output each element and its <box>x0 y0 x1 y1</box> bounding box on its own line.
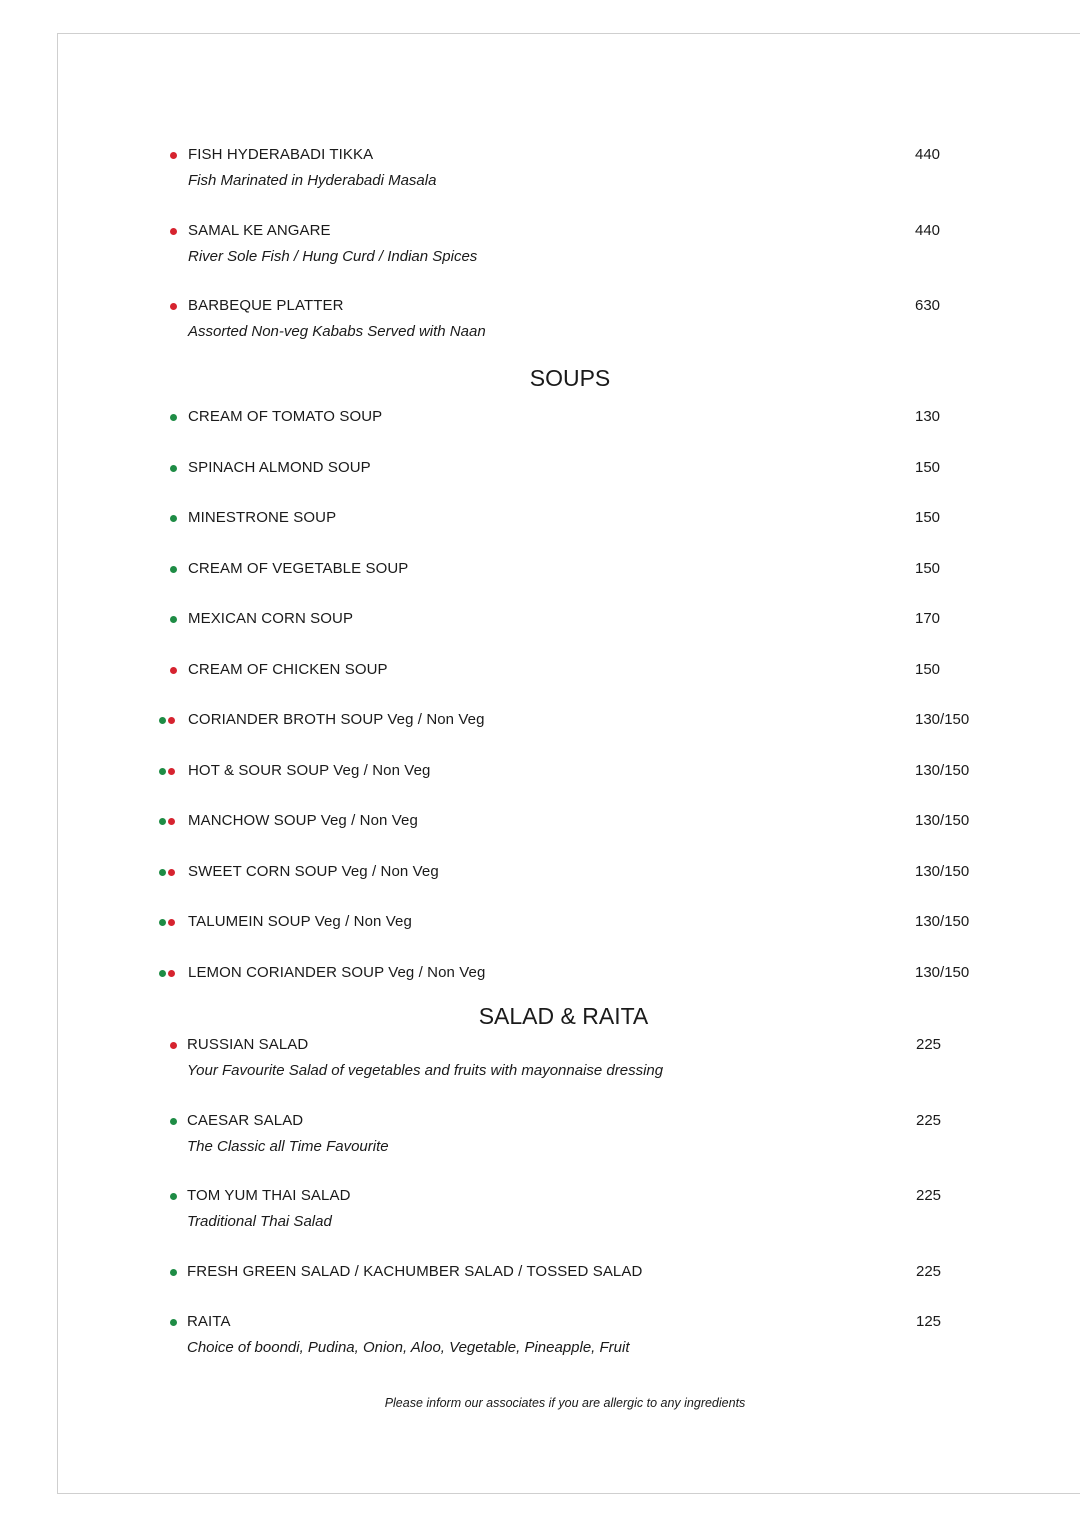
section-title-salad-raita: SALAD & RAITA <box>478 1003 649 1029</box>
diet-indicator-icon <box>170 1312 177 1332</box>
item-price: 150 <box>915 560 941 577</box>
item-price: 150 <box>915 509 941 526</box>
diet-indicator-icon <box>159 710 175 730</box>
menu-item <box>0 1262 1080 1302</box>
item-name: BARBEQUE PLATTER <box>188 297 344 314</box>
item-name: LEMON CORIANDER SOUP Veg / Non Veg <box>188 964 486 981</box>
menu-item <box>0 1186 1080 1230</box>
allergy-notice: Please inform our associates if you are allergic to any ingredients <box>384 1396 746 1410</box>
nonveg-dot-icon <box>168 717 175 724</box>
diet-indicator-icon <box>170 508 177 528</box>
item-description: River Sole Fish / Hung Curd / Indian Spices <box>188 248 478 265</box>
menu-item <box>0 1312 1080 1356</box>
diet-indicator-icon <box>170 458 177 478</box>
item-name: TALUMEIN SOUP Veg / Non Veg <box>188 913 412 930</box>
nonveg-dot-icon <box>168 768 175 775</box>
item-price: 440 <box>915 222 941 239</box>
diet-indicator-icon <box>170 1035 177 1055</box>
item-name: MANCHOW SOUP Veg / Non Veg <box>188 812 418 829</box>
item-price: 225 <box>916 1187 942 1204</box>
menu-item <box>0 296 1080 340</box>
item-price: 225 <box>916 1263 942 1280</box>
item-name: RAITA <box>187 1313 231 1330</box>
menu-item <box>0 1111 1080 1155</box>
item-price: 225 <box>916 1112 942 1129</box>
diet-indicator-icon <box>170 221 177 241</box>
item-name: CORIANDER BROTH SOUP Veg / Non Veg <box>188 711 485 728</box>
nonveg-dot-icon <box>168 818 175 825</box>
diet-indicator-icon <box>170 1262 177 1282</box>
item-name: FRESH GREEN SALAD / KACHUMBER SALAD / TOSSED SALAD <box>187 1263 643 1280</box>
menu-item <box>0 221 1080 265</box>
menu-item <box>0 559 1080 599</box>
diet-indicator-icon <box>170 407 177 427</box>
item-price: 125 <box>916 1313 942 1330</box>
nonveg-dot-icon <box>170 152 177 159</box>
item-name: CREAM OF VEGETABLE SOUP <box>188 560 409 577</box>
veg-dot-icon <box>170 515 177 522</box>
diet-indicator-icon <box>159 963 175 983</box>
menu-item <box>0 710 1080 750</box>
veg-dot-icon <box>159 768 166 775</box>
menu-item <box>0 609 1080 649</box>
menu-item <box>0 145 1080 189</box>
item-description: Choice of boondi, Pudina, Onion, Aloo, Vegetable, Pineapple, Fruit <box>187 1339 630 1356</box>
item-price: 630 <box>915 297 941 314</box>
veg-dot-icon <box>170 465 177 472</box>
item-price: 130/150 <box>915 863 970 880</box>
item-name: MINESTRONE SOUP <box>188 509 337 526</box>
diet-indicator-icon <box>170 559 177 579</box>
menu-item <box>0 811 1080 851</box>
diet-indicator-icon <box>170 1111 177 1131</box>
menu-item <box>0 1035 1080 1079</box>
veg-dot-icon <box>170 616 177 623</box>
diet-indicator-icon <box>170 1186 177 1206</box>
nonveg-dot-icon <box>170 228 177 235</box>
veg-dot-icon <box>170 414 177 421</box>
item-price: 130/150 <box>915 711 970 728</box>
menu-item <box>0 458 1080 498</box>
item-name: CREAM OF TOMATO SOUP <box>188 408 383 425</box>
item-price: 225 <box>916 1036 942 1053</box>
item-description: Traditional Thai Salad <box>187 1213 332 1230</box>
menu-item <box>0 508 1080 548</box>
item-price: 130/150 <box>915 964 970 981</box>
item-name: SWEET CORN SOUP Veg / Non Veg <box>188 863 439 880</box>
nonveg-dot-icon <box>168 869 175 876</box>
item-name: TOM YUM THAI SALAD <box>187 1187 351 1204</box>
menu-item <box>0 660 1080 700</box>
item-price: 130/150 <box>915 913 970 930</box>
nonveg-dot-icon <box>170 303 177 310</box>
veg-dot-icon <box>170 1319 177 1326</box>
diet-indicator-icon <box>159 761 175 781</box>
section-title-soups: SOUPS <box>529 365 611 391</box>
item-price: 130 <box>915 408 941 425</box>
item-name: SPINACH ALMOND SOUP <box>188 459 371 476</box>
item-name: MEXICAN CORN SOUP <box>188 610 354 627</box>
veg-dot-icon <box>170 566 177 573</box>
item-price: 130/150 <box>915 762 970 779</box>
diet-indicator-icon <box>159 811 175 831</box>
diet-indicator-icon <box>159 862 175 882</box>
veg-dot-icon <box>170 1269 177 1276</box>
item-price: 150 <box>915 661 941 678</box>
menu-item <box>0 912 1080 952</box>
veg-dot-icon <box>170 1193 177 1200</box>
veg-dot-icon <box>170 1118 177 1125</box>
veg-dot-icon <box>159 818 166 825</box>
item-name: HOT & SOUR SOUP Veg / Non Veg <box>188 762 431 779</box>
diet-indicator-icon <box>170 660 177 680</box>
item-name: CAESAR SALAD <box>187 1112 304 1129</box>
item-name: CREAM OF CHICKEN SOUP <box>188 661 388 678</box>
item-name: FISH HYDERABADI TIKKA <box>188 146 374 163</box>
menu-item <box>0 407 1080 447</box>
menu-item <box>0 862 1080 902</box>
veg-dot-icon <box>159 919 166 926</box>
diet-indicator-icon <box>159 912 175 932</box>
nonveg-dot-icon <box>168 970 175 977</box>
veg-dot-icon <box>159 717 166 724</box>
item-description: The Classic all Time Favourite <box>187 1138 389 1155</box>
nonveg-dot-icon <box>168 919 175 926</box>
item-description: Assorted Non-veg Kababs Served with Naan <box>188 323 486 340</box>
nonveg-dot-icon <box>170 667 177 674</box>
veg-dot-icon <box>159 970 166 977</box>
nonveg-dot-icon <box>170 1042 177 1049</box>
item-name: SAMAL KE ANGARE <box>188 222 331 239</box>
item-price: 130/150 <box>915 812 970 829</box>
diet-indicator-icon <box>170 145 177 165</box>
veg-dot-icon <box>159 869 166 876</box>
item-description: Your Favourite Salad of vegetables and fruits with mayonnaise dressing <box>187 1062 664 1079</box>
item-price: 170 <box>915 610 941 627</box>
diet-indicator-icon <box>170 296 177 316</box>
menu-item <box>0 963 1080 1003</box>
item-name: RUSSIAN SALAD <box>187 1036 309 1053</box>
item-price: 440 <box>915 146 941 163</box>
item-price: 150 <box>915 459 941 476</box>
item-description: Fish Marinated in Hyderabadi Masala <box>188 172 437 189</box>
menu-item <box>0 761 1080 801</box>
diet-indicator-icon <box>170 609 177 629</box>
